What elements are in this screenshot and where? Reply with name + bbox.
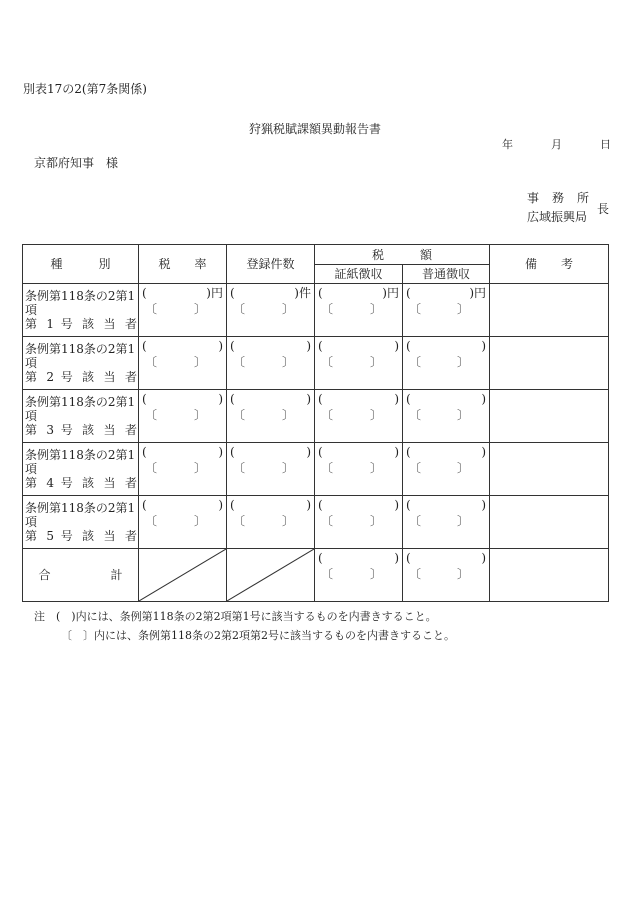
paren-open: (	[406, 286, 411, 300]
bracket-close: 〕	[369, 302, 382, 316]
paren-open: (	[318, 445, 323, 459]
bracket-open: 〔	[233, 302, 246, 316]
paren-close-unit: )	[218, 498, 223, 512]
paren-close-unit: )	[394, 498, 399, 512]
bracket-open: 〔	[321, 302, 334, 316]
table-row	[23, 443, 609, 496]
bracket-open: 〔	[145, 514, 158, 528]
form-reference: 別表17の2(第7条関係)	[23, 82, 147, 96]
total-count-diagonal	[227, 549, 315, 602]
bracket-close: 〕	[281, 355, 294, 369]
report-table	[22, 244, 609, 602]
bracket-close: 〕	[457, 567, 470, 581]
paren-open: (	[142, 286, 147, 300]
bracket-close: 〕	[457, 355, 470, 369]
paren-open: (	[318, 498, 323, 512]
bracket-open: 〔	[409, 461, 422, 475]
total-normal-cell[interactable]	[403, 549, 490, 602]
bracket-open: 〔	[409, 355, 422, 369]
paren-open: (	[142, 445, 147, 459]
bracket-open: 〔	[233, 408, 246, 422]
paren-open: (	[406, 445, 411, 459]
bracket-close: 〕	[193, 461, 206, 475]
paren-close-unit: )円	[469, 286, 487, 300]
paren-close-unit: )	[481, 392, 487, 406]
sender-region: 広域振興局	[527, 210, 588, 224]
count-cell[interactable]	[227, 337, 315, 390]
bracket-close: 〕	[193, 408, 206, 422]
paren-open: (	[142, 339, 147, 353]
bracket-open: 〔	[145, 461, 158, 475]
paren-open: (	[318, 392, 323, 406]
bracket-close: 〕	[457, 408, 470, 422]
paren-close-unit: )	[306, 445, 311, 459]
paren-close-unit: )	[481, 445, 487, 459]
row-label-line2: 第 4 号 該 当 者	[25, 476, 137, 490]
count-cell[interactable]	[227, 443, 315, 496]
row-label	[23, 390, 139, 443]
paren-close: )	[481, 551, 487, 565]
bracket-close: 〕	[457, 461, 470, 475]
row-label	[23, 284, 139, 337]
paren-open: (	[230, 445, 235, 459]
bracket-open: 〔	[233, 514, 246, 528]
month-label: 月	[551, 138, 562, 151]
paren-open: (	[406, 339, 411, 353]
bracket-close: 〕	[457, 302, 470, 316]
bracket-close: 〕	[369, 355, 382, 369]
header-normal: 普通徴収	[403, 265, 490, 284]
header-remarks: 備 考	[490, 245, 609, 284]
bracket-close: 〕	[457, 514, 470, 528]
total-label: 合 計	[23, 549, 139, 602]
row-label	[23, 337, 139, 390]
row-label-line1: 条例第118条の2第1項	[25, 342, 136, 370]
bracket-open: 〔	[145, 355, 158, 369]
paren-open: (	[406, 498, 411, 512]
paren-close-unit: )	[394, 445, 399, 459]
bracket-close: 〕	[281, 408, 294, 422]
rate-cell[interactable]	[139, 443, 227, 496]
row-label	[23, 496, 139, 549]
paren-close-unit: )	[218, 445, 223, 459]
bracket-close: 〕	[369, 567, 382, 581]
paren-close-unit: )	[481, 339, 487, 353]
remarks-cell[interactable]	[490, 443, 609, 496]
remarks-cell[interactable]	[490, 337, 609, 390]
row-label-line2: 第 2 号 該 当 者	[25, 370, 137, 384]
bracket-open: 〔	[409, 567, 422, 581]
row-label-line2: 第 5 号 該 当 者	[25, 529, 137, 543]
bracket-open: 〔	[233, 461, 246, 475]
paren-open: (	[318, 339, 323, 353]
bracket-open: 〔	[145, 302, 158, 316]
day-label: 日	[600, 138, 611, 151]
row-label-line2: 第 3 号 該 当 者	[25, 423, 137, 437]
paren-open: (	[318, 551, 323, 565]
stamp-tax-cell[interactable]	[315, 390, 403, 443]
bracket-open: 〔	[409, 408, 422, 422]
rate-cell[interactable]	[139, 496, 227, 549]
bracket-open: 〔	[409, 514, 422, 528]
count-cell[interactable]	[227, 390, 315, 443]
normal-tax-cell[interactable]	[403, 443, 490, 496]
paren-open: (	[230, 498, 235, 512]
normal-tax-cell[interactable]	[403, 496, 490, 549]
date-line	[502, 138, 611, 151]
rate-cell[interactable]	[139, 337, 227, 390]
bracket-open: 〔	[321, 408, 334, 422]
paren-close-unit: )	[481, 498, 487, 512]
paren-open: (	[230, 339, 235, 353]
bracket-close: 〕	[281, 302, 294, 316]
stamp-tax-cell[interactable]	[315, 496, 403, 549]
row-label-line1: 条例第118条の2第1項	[25, 448, 136, 476]
header-rate: 税 率	[139, 245, 227, 284]
bracket-close: 〕	[193, 355, 206, 369]
sender-chief: 長	[597, 202, 610, 216]
total-stamp-cell[interactable]	[315, 549, 403, 602]
header-tax: 税 額	[315, 245, 490, 265]
table-row	[23, 284, 609, 337]
paren-close-unit: )	[218, 339, 223, 353]
count-cell[interactable]	[227, 496, 315, 549]
row-label	[23, 443, 139, 496]
paren-close-unit: )円	[382, 286, 399, 300]
stamp-tax-cell[interactable]	[315, 443, 403, 496]
stamp-tax-cell[interactable]	[315, 284, 403, 337]
header-stamp: 証紙徴収	[315, 265, 403, 284]
bracket-open: 〔	[409, 302, 422, 316]
stamp-tax-cell[interactable]	[315, 337, 403, 390]
total-rate-diagonal	[139, 549, 227, 602]
rate-cell[interactable]	[139, 390, 227, 443]
paren-close-unit: )件	[294, 286, 311, 300]
row-label-line2: 第 1 号 該 当 者	[25, 317, 137, 331]
bracket-open: 〔	[233, 355, 246, 369]
rate-cell[interactable]	[139, 284, 227, 337]
paren-open: (	[142, 498, 147, 512]
bracket-open: 〔	[321, 461, 334, 475]
remarks-cell[interactable]	[490, 284, 609, 337]
bracket-open: 〔	[321, 355, 334, 369]
paren-close-unit: )	[306, 339, 311, 353]
paren-open: (	[406, 551, 411, 565]
header-count: 登録件数	[227, 245, 315, 284]
bracket-open: 〔	[321, 567, 334, 581]
paren-open: (	[318, 286, 323, 300]
paren-close-unit: )	[306, 392, 311, 406]
table-row	[23, 496, 609, 549]
row-label-line1: 条例第118条の2第1項	[25, 289, 136, 317]
normal-tax-cell[interactable]	[403, 284, 490, 337]
paren-close: )	[394, 551, 399, 565]
bracket-close: 〕	[193, 514, 206, 528]
paren-close-unit: )円	[206, 286, 223, 300]
row-label-line1: 条例第118条の2第1項	[25, 501, 136, 529]
paren-close-unit: )	[306, 498, 311, 512]
bracket-close: 〕	[369, 408, 382, 422]
paren-open: (	[406, 392, 411, 406]
table-row	[23, 337, 609, 390]
paren-open: (	[142, 392, 147, 406]
row-label-line1: 条例第118条の2第1項	[25, 395, 136, 423]
bracket-open: 〔	[321, 514, 334, 528]
paren-open: (	[230, 392, 235, 406]
addressee: 京都府知事 様	[34, 156, 119, 170]
bracket-close: 〕	[369, 514, 382, 528]
note-2: 〔 〕内には、条例第118条の2第2項第2号に該当するものを内書きすること。	[61, 629, 455, 642]
paren-close-unit: )	[394, 392, 399, 406]
normal-tax-cell[interactable]	[403, 337, 490, 390]
table-row	[23, 390, 609, 443]
remarks-cell[interactable]	[490, 496, 609, 549]
bracket-close: 〕	[281, 461, 294, 475]
remarks-cell[interactable]	[490, 390, 609, 443]
year-label: 年	[502, 138, 513, 151]
count-cell[interactable]	[227, 284, 315, 337]
bracket-close: 〕	[281, 514, 294, 528]
total-remarks-cell[interactable]	[490, 549, 609, 602]
header-kind: 種 別	[23, 245, 139, 284]
paren-close-unit: )	[394, 339, 399, 353]
paren-open: (	[230, 286, 235, 300]
bracket-open: 〔	[145, 408, 158, 422]
sender-office: 事務所	[527, 191, 589, 205]
paren-close-unit: )	[218, 392, 223, 406]
bracket-close: 〕	[369, 461, 382, 475]
form-title: 狩猟税賦課額異動報告書	[248, 122, 381, 136]
note-1: 注 ( )内には、条例第118条の2第2項第1号に該当するものを内書きすること。	[34, 610, 437, 623]
normal-tax-cell[interactable]	[403, 390, 490, 443]
bracket-close: 〕	[193, 302, 206, 316]
